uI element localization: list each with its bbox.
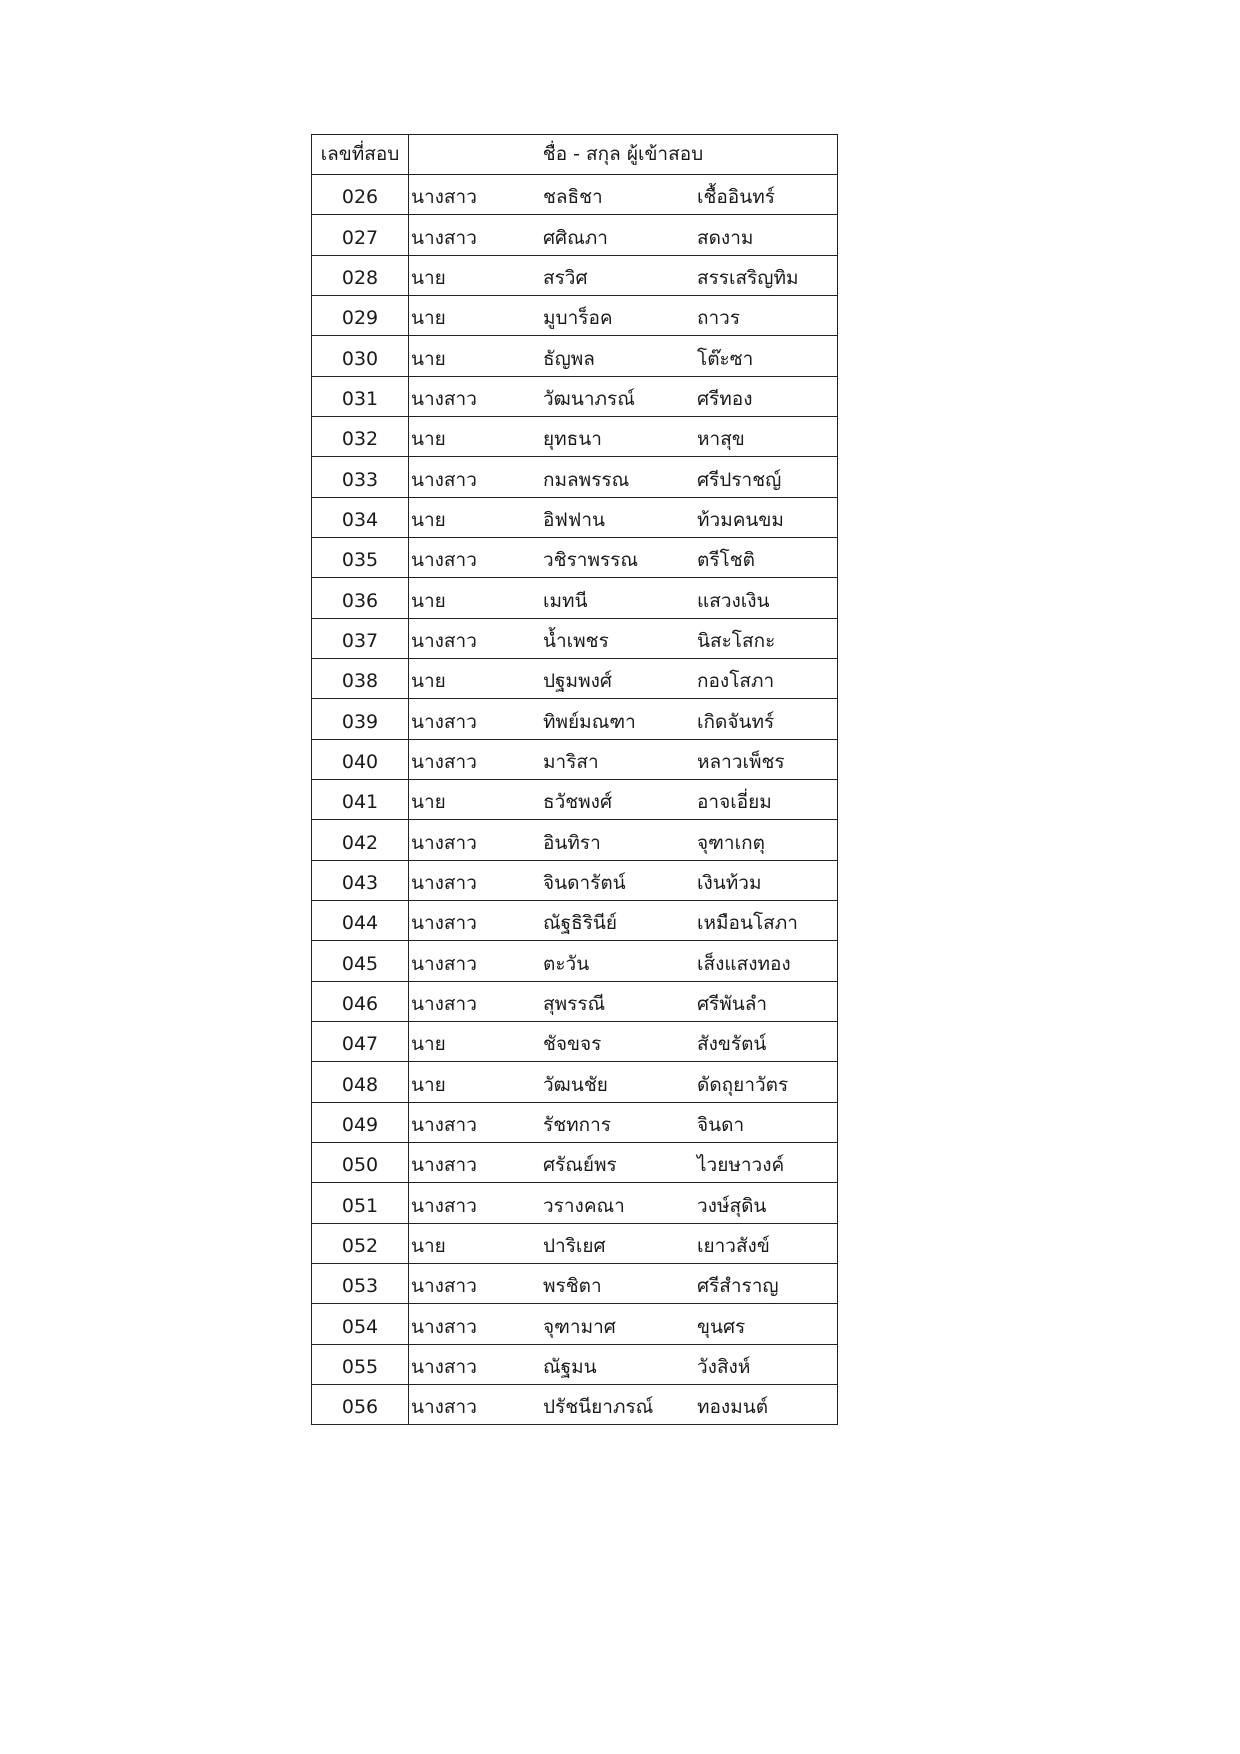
- last-name: เส็งแสงทอง: [697, 952, 791, 975]
- table-row: [312, 658, 838, 698]
- examinee-name-cell: [409, 578, 838, 618]
- table-row: [312, 416, 838, 456]
- examinee-name-cell: [409, 739, 838, 779]
- exam-number: 044: [312, 900, 409, 940]
- table-row: [312, 1263, 838, 1303]
- last-name: จินดา: [697, 1113, 745, 1136]
- header-exam-number: เลขที่สอบ: [312, 135, 409, 175]
- first-name: จินดารัตน์: [543, 871, 626, 894]
- last-name: ไวยษาวงค์: [697, 1154, 785, 1177]
- examinee-name-cell: [409, 618, 838, 658]
- table-row: [312, 1062, 838, 1102]
- name-prefix: นางสาว: [411, 912, 477, 935]
- first-name: จุฑามาศ: [543, 1315, 616, 1338]
- name-prefix: นางสาว: [411, 468, 477, 491]
- examinee-table: [311, 134, 838, 1425]
- first-name: สุพรรณี: [543, 992, 606, 1015]
- name-prefix: นางสาว: [411, 1355, 477, 1378]
- examinee-name-cell: [409, 941, 838, 981]
- exam-number: 055: [312, 1344, 409, 1384]
- exam-number: 054: [312, 1304, 409, 1344]
- exam-number: 026: [312, 175, 409, 215]
- examinee-name-cell: [409, 900, 838, 940]
- examinee-name-cell: [409, 376, 838, 416]
- examinee-name-cell: [409, 215, 838, 255]
- first-name: พรชิตา: [543, 1275, 602, 1298]
- last-name: วงษ์สุดิน: [697, 1194, 767, 1217]
- exam-number: 041: [312, 779, 409, 819]
- examinee-name-cell: [409, 1223, 838, 1263]
- name-prefix: นาย: [411, 1073, 446, 1096]
- table-row: [312, 578, 838, 618]
- table-row: [312, 1304, 838, 1344]
- first-name: ศรัณย์พร: [543, 1154, 617, 1177]
- table-row: [312, 497, 838, 537]
- first-name: ณัฐมน: [543, 1355, 597, 1378]
- examinee-name-cell: [409, 1384, 838, 1424]
- first-name: ทิพย์มณฑา: [543, 710, 636, 733]
- name-prefix: นางสาว: [411, 1194, 477, 1217]
- examinee-name-cell: [409, 1142, 838, 1182]
- table-row: [312, 457, 838, 497]
- header-examinee-name: ชื่อ - สกุล ผู้เข้าสอบ: [409, 135, 838, 175]
- table-row: [312, 941, 838, 981]
- last-name: เงินท้วม: [697, 871, 762, 894]
- exam-number: 053: [312, 1263, 409, 1303]
- first-name: วัฒนาภรณ์: [543, 387, 635, 410]
- examinee-name-cell: [409, 295, 838, 335]
- exam-number: 046: [312, 981, 409, 1021]
- examinee-name-cell: [409, 537, 838, 577]
- last-name: จุฑาเกตุ: [697, 831, 765, 854]
- last-name: สังขรัตน์: [697, 1033, 767, 1056]
- first-name: ธัญพล: [543, 347, 595, 370]
- examinee-name-cell: [409, 860, 838, 900]
- last-name: หลาวเพ็ชร: [697, 750, 785, 773]
- first-name: ปฐมพงศ์: [543, 670, 612, 693]
- table-row: [312, 1102, 838, 1142]
- name-prefix: นางสาว: [411, 1154, 477, 1177]
- examinee-name-cell: [409, 457, 838, 497]
- first-name: ณัฐธิรินีย์: [543, 912, 618, 935]
- table-row: [312, 1344, 838, 1384]
- exam-number: 050: [312, 1142, 409, 1182]
- first-name: อิฟฟาน: [543, 508, 605, 531]
- last-name: ศรีสำราญ: [697, 1275, 779, 1298]
- last-name: เยาวสังข์: [697, 1234, 770, 1257]
- name-prefix: นางสาว: [411, 750, 477, 773]
- first-name: อินทิรา: [543, 831, 601, 854]
- name-prefix: นางสาว: [411, 952, 477, 975]
- table-row: [312, 376, 838, 416]
- name-prefix: นางสาว: [411, 1113, 477, 1136]
- first-name: น้ำเพชร: [543, 629, 609, 652]
- first-name: ตะวัน: [543, 952, 590, 975]
- table-row: [312, 1021, 838, 1061]
- name-prefix: นาย: [411, 307, 446, 330]
- table-row: [312, 336, 838, 376]
- last-name: โต๊ะซา: [697, 347, 754, 370]
- table-row: [312, 820, 838, 860]
- last-name: ศรีพันลำ: [697, 992, 768, 1015]
- last-name: ตรีโชติ: [697, 549, 755, 572]
- examinee-name-cell: [409, 255, 838, 295]
- exam-number: 039: [312, 699, 409, 739]
- examinee-name-cell: [409, 1102, 838, 1142]
- last-name: ถาวร: [697, 307, 741, 330]
- examinee-name-cell: [409, 1021, 838, 1061]
- name-prefix: นาย: [411, 266, 446, 289]
- examinee-name-cell: [409, 981, 838, 1021]
- name-prefix: นางสาว: [411, 1315, 477, 1338]
- table-row: [312, 860, 838, 900]
- examinee-name-cell: [409, 1344, 838, 1384]
- examinee-name-cell: [409, 779, 838, 819]
- exam-number: 038: [312, 658, 409, 698]
- last-name: นิสะโสกะ: [697, 629, 776, 652]
- first-name: ศศิณภา: [543, 226, 608, 249]
- exam-number: 027: [312, 215, 409, 255]
- first-name: สรวิศ: [543, 266, 588, 289]
- first-name: มูบาร็อค: [543, 307, 613, 330]
- first-name: ปาริเยศ: [543, 1234, 606, 1257]
- examinee-name-cell: [409, 658, 838, 698]
- last-name: ศรีทอง: [697, 387, 753, 410]
- exam-number: 037: [312, 618, 409, 658]
- name-prefix: นาย: [411, 1033, 446, 1056]
- table-row: [312, 215, 838, 255]
- name-prefix: นางสาว: [411, 1275, 477, 1298]
- table-row: [312, 779, 838, 819]
- first-name: กมลพรรณ: [543, 468, 630, 491]
- examinee-name-cell: [409, 416, 838, 456]
- examinee-name-cell: [409, 175, 838, 215]
- exam-number: 043: [312, 860, 409, 900]
- examinee-name-cell: [409, 1062, 838, 1102]
- table-row: [312, 175, 838, 215]
- last-name: อาจเอี่ยม: [697, 791, 772, 814]
- table-row: [312, 1142, 838, 1182]
- first-name: วรางคณา: [543, 1194, 625, 1217]
- name-prefix: นางสาว: [411, 629, 477, 652]
- name-prefix: นาย: [411, 508, 446, 531]
- exam-number: 045: [312, 941, 409, 981]
- exam-number: 047: [312, 1021, 409, 1061]
- name-prefix: นางสาว: [411, 549, 477, 572]
- name-prefix: นาย: [411, 1234, 446, 1257]
- last-name: แสวงเงิน: [697, 589, 770, 612]
- name-prefix: นางสาว: [411, 992, 477, 1015]
- last-name: เชื้ออินทร์: [697, 186, 775, 209]
- exam-number: 035: [312, 537, 409, 577]
- table-row: [312, 537, 838, 577]
- exam-number: 042: [312, 820, 409, 860]
- first-name: ชัจขจร: [543, 1033, 602, 1056]
- last-name: ขุนศร: [697, 1315, 746, 1338]
- examinee-name-cell: [409, 699, 838, 739]
- exam-number: 031: [312, 376, 409, 416]
- table-row: [312, 900, 838, 940]
- table-row: [312, 699, 838, 739]
- exam-number: 048: [312, 1062, 409, 1102]
- first-name: เมทนี: [543, 589, 588, 612]
- name-prefix: นาย: [411, 791, 446, 814]
- first-name: วชิราพรรณ: [543, 549, 638, 572]
- last-name: สดงาม: [697, 226, 754, 249]
- table-body: [312, 175, 838, 1425]
- exam-number: 040: [312, 739, 409, 779]
- table-row: [312, 1223, 838, 1263]
- exam-number: 051: [312, 1183, 409, 1223]
- name-prefix: นางสาว: [411, 186, 477, 209]
- first-name: รัชทการ: [543, 1113, 612, 1136]
- exam-number: 034: [312, 497, 409, 537]
- exam-number: 049: [312, 1102, 409, 1142]
- last-name: เหมือนโสภา: [697, 912, 798, 935]
- last-name: วังสิงห์: [697, 1355, 751, 1378]
- exam-number: 032: [312, 416, 409, 456]
- last-name: กองโสภา: [697, 670, 775, 693]
- name-prefix: นางสาว: [411, 387, 477, 410]
- last-name: ดัดถุยาวัตร: [697, 1073, 789, 1096]
- table-header-row: [312, 135, 838, 175]
- first-name: ปรัชนียาภรณ์: [543, 1396, 654, 1419]
- name-prefix: นางสาว: [411, 710, 477, 733]
- first-name: วัฒนชัย: [543, 1073, 608, 1096]
- last-name: สรรเสริญทิม: [697, 266, 799, 289]
- exam-number: 036: [312, 578, 409, 618]
- exam-number: 030: [312, 336, 409, 376]
- examinee-name-cell: [409, 1304, 838, 1344]
- name-prefix: นางสาว: [411, 831, 477, 854]
- exam-number: 056: [312, 1384, 409, 1424]
- last-name: ศรีปราชญ์: [697, 468, 782, 491]
- exam-number: 033: [312, 457, 409, 497]
- first-name: ชลธิชา: [543, 186, 603, 209]
- examinee-name-cell: [409, 336, 838, 376]
- last-name: เกิดจันทร์: [697, 710, 775, 733]
- table-row: [312, 255, 838, 295]
- first-name: ธวัชพงศ์: [543, 791, 613, 814]
- table-row: [312, 1183, 838, 1223]
- examinee-name-cell: [409, 1183, 838, 1223]
- name-prefix: นางสาว: [411, 871, 477, 894]
- examinee-name-cell: [409, 497, 838, 537]
- first-name: มาริสา: [543, 750, 599, 773]
- first-name: ยุทธนา: [543, 428, 602, 451]
- table-row: [312, 739, 838, 779]
- name-prefix: นางสาว: [411, 226, 477, 249]
- exam-number: 029: [312, 295, 409, 335]
- table-row: [312, 295, 838, 335]
- last-name: ท้วมคนขม: [697, 508, 784, 531]
- last-name: ทองมนต์: [697, 1396, 769, 1419]
- table-row: [312, 618, 838, 658]
- last-name: หาสุข: [697, 428, 745, 451]
- name-prefix: นาย: [411, 670, 446, 693]
- name-prefix: นาย: [411, 347, 446, 370]
- table-row: [312, 981, 838, 1021]
- examinee-name-cell: [409, 1263, 838, 1303]
- name-prefix: นาย: [411, 428, 446, 451]
- examinee-name-cell: [409, 820, 838, 860]
- table-row: [312, 1384, 838, 1424]
- exam-number: 052: [312, 1223, 409, 1263]
- name-prefix: นางสาว: [411, 1396, 477, 1419]
- exam-number: 028: [312, 255, 409, 295]
- name-prefix: นาย: [411, 589, 446, 612]
